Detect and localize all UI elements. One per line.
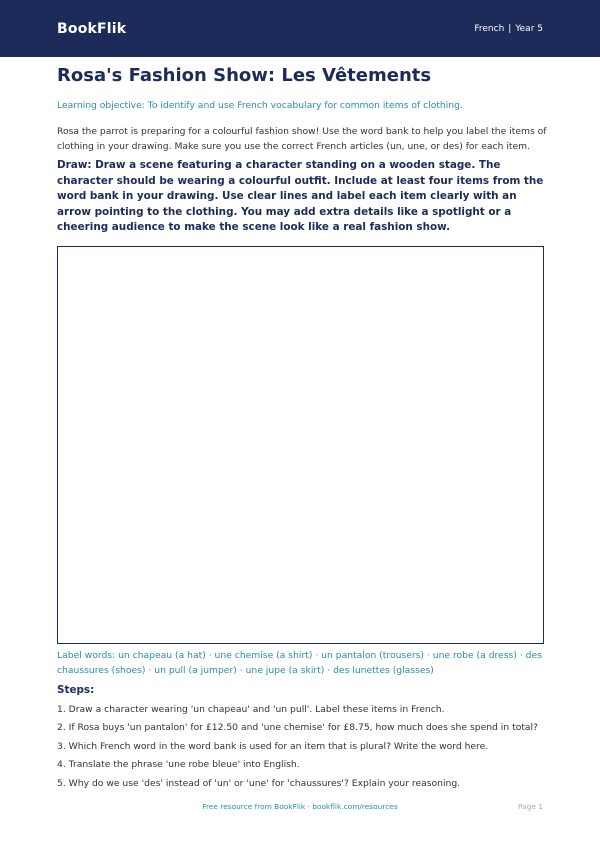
learning-objective: Learning objective: To identify and use French vocabulary for common items of clothing.: [57, 100, 463, 111]
step-item: 1. Draw a character wearing 'un chapeau' and 'un pull'. Label these items in French.: [57, 704, 445, 715]
subject-label: French: [474, 23, 505, 34]
intro-paragraph: Rosa the parrot is preparing for a colourful fashion show! Use the word bank to help you label the items of clothing in your drawing. Make sure you use the correct French articles (un, une, or des) for each item.: [57, 126, 547, 152]
steps-heading: Steps:: [57, 684, 95, 696]
steps-list: [57, 701, 547, 793]
step-item: 3. Which French word in the word bank is used for an item that is plural? Write the word here.: [57, 740, 489, 752]
footer-link[interactable]: Free resource from BookFlik · bookflik.com/resources: [202, 802, 398, 811]
brand-logo[interactable]: BookFlik: [57, 20, 127, 37]
worksheet-title: Rosa's Fashion Show: Les Vêtements: [57, 65, 432, 86]
step-item: 5. Why do we use 'des' instead of 'un' or 'une' for 'chaussures'? Explain your reasoning.: [57, 777, 461, 789]
subject-year-label: [474, 24, 543, 34]
word-bank: Label words: un chapeau (a hat) · une chemise (a shirt) · un pantalon (trousers) · une robe (a dress) · des chaussures (shoes) · un pull (a jumper) · une jupe (a skirt) · des lunettes (glasses): [57, 650, 542, 676]
draw-instruction: Draw: Draw a scene featuring a character standing on a wooden stage. The character should be wearing a colourful outfit. Include at least four items from the word bank in your drawing. Use clear lines and label each item clearly with an arrow pointing to the clothing. You may add extra details like a spotlight or a cheering audience to make the scene look like a real fashion show.: [57, 159, 544, 233]
page-header: [0, 0, 600, 57]
drawing-area[interactable]: [57, 246, 544, 644]
step-item: 2. If Rosa buys 'un pantalon' for £12.50 and 'une chemise' for £8.75, how much does she spend in total?: [57, 722, 538, 734]
step-item: 4. Translate the phrase 'une robe bleue' into English.: [57, 759, 300, 771]
year-label: Year 5: [515, 23, 543, 34]
page-number: Page 1: [518, 802, 543, 811]
separator: |: [508, 23, 512, 34]
